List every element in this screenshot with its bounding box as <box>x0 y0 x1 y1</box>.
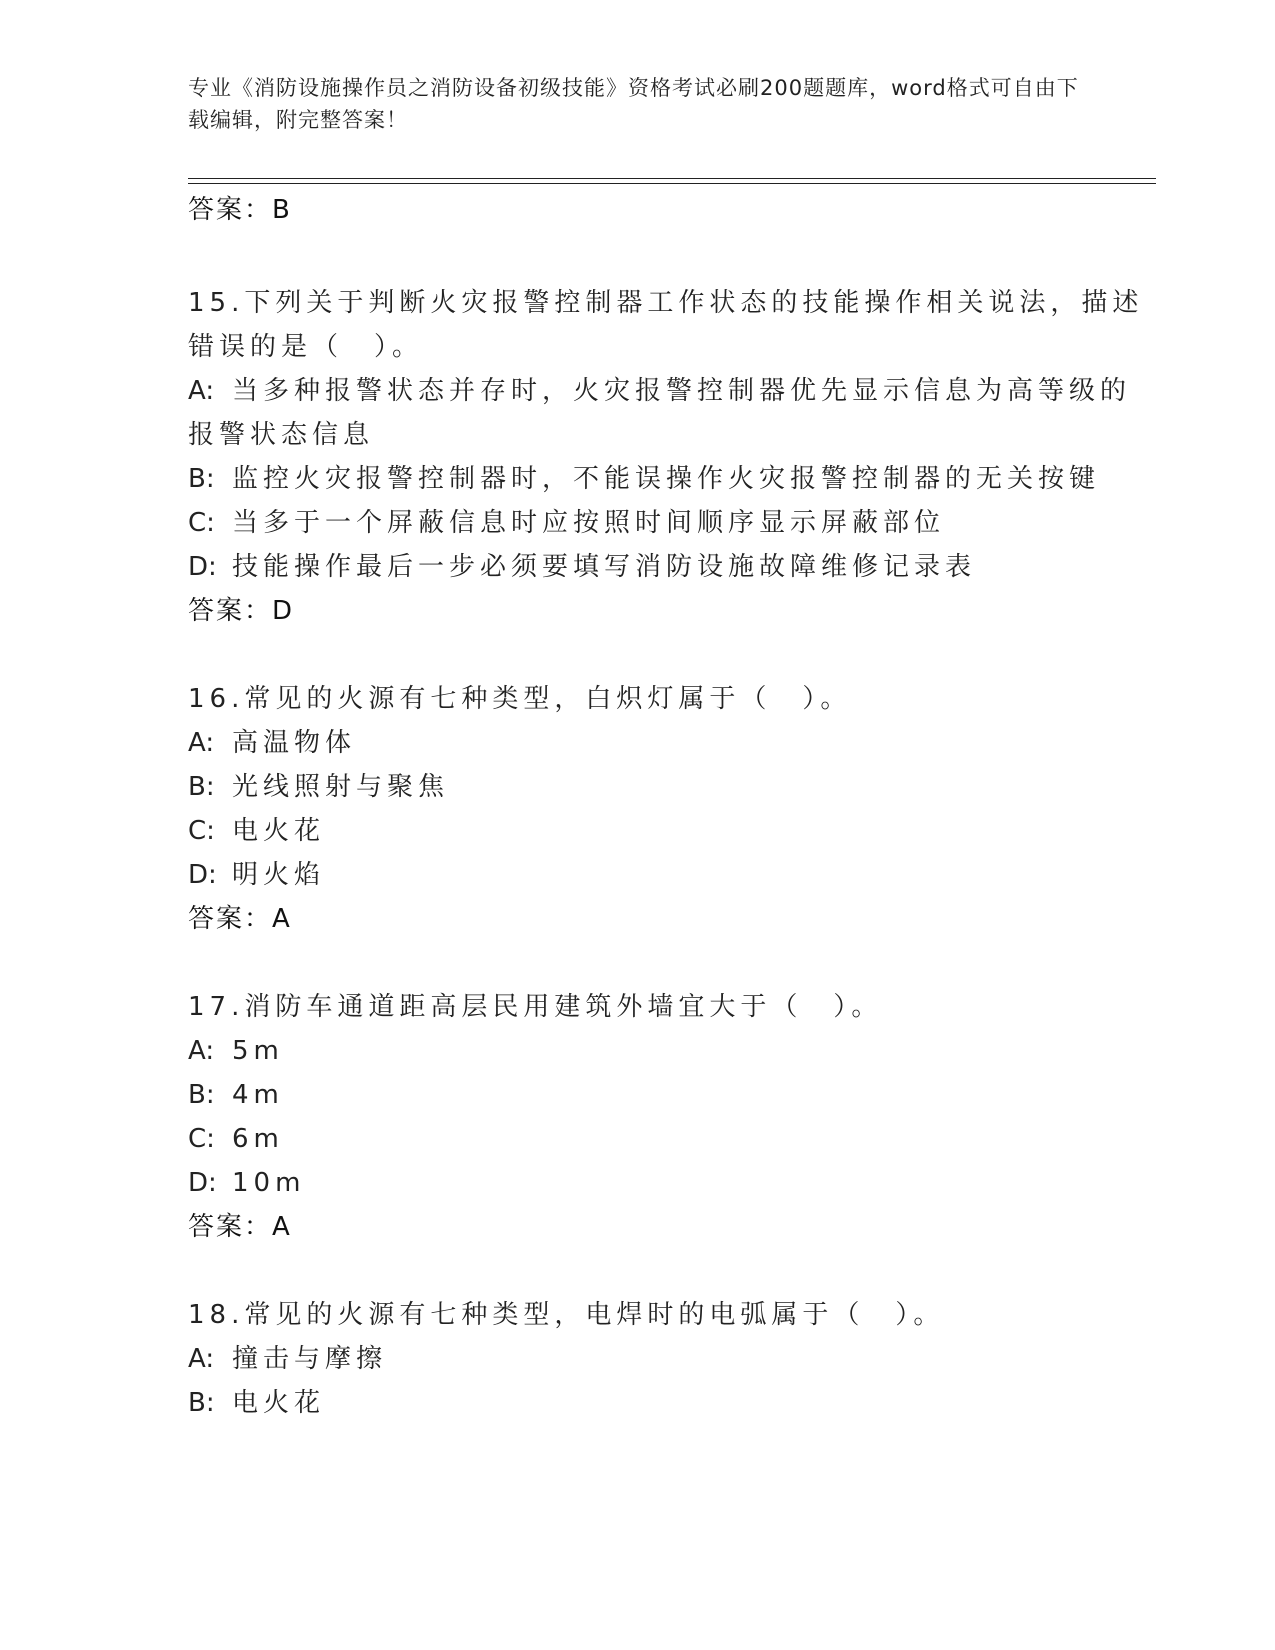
question-15-option-b <box>188 462 1100 496</box>
question-15-option-d <box>188 550 976 584</box>
question-18-option-b <box>188 1386 325 1420</box>
answer-14: 答案：B <box>188 195 292 225</box>
option-b-text: 4m <box>232 1080 284 1110</box>
question-15-stem-line2: 错误的是（ ）。 <box>188 332 424 362</box>
header-divider-bottom <box>188 183 1156 184</box>
option-b-text: 光线照射与聚焦 <box>232 772 450 802</box>
option-b-label: B: <box>188 772 215 802</box>
option-c-label: C: <box>188 508 215 538</box>
option-b-text: 监控火灾报警控制器时，不能误操作火灾报警控制器的无关按键 <box>232 464 1101 494</box>
option-c-label: C: <box>188 1124 215 1154</box>
option-d-text: 明火焰 <box>232 860 326 890</box>
option-b-text: 电火花 <box>232 1388 326 1418</box>
option-c-text: 6m <box>232 1124 284 1154</box>
question-17-option-b <box>188 1078 284 1112</box>
option-c-text: 当多于一个屏蔽信息时应按照时间顺序显示屏蔽部位 <box>232 508 946 538</box>
option-b-label: B: <box>188 1080 215 1110</box>
option-d-label: D: <box>188 1168 217 1198</box>
option-a-text: 5m <box>232 1036 284 1066</box>
option-a-label: A: <box>188 376 215 406</box>
question-15-stem-line1: 15.下列关于判断火灾报警控制器工作状态的技能操作相关说法，描述 <box>188 288 1144 318</box>
option-a-label: A: <box>188 1344 215 1374</box>
option-a-text: 高温物体 <box>232 728 357 758</box>
question-16-option-d <box>188 858 325 892</box>
question-16-option-b <box>188 770 449 804</box>
answer-17: 答案：A <box>188 1212 292 1242</box>
question-16-option-c <box>188 814 325 848</box>
question-15-option-a-line2: 报警状态信息 <box>188 420 375 450</box>
option-c-text: 电火花 <box>232 816 326 846</box>
option-d-text: 10m <box>232 1168 306 1198</box>
question-17-option-d <box>188 1166 305 1200</box>
question-18-stem: 18.常见的火源有七种类型，电焊时的电弧属于（ ）。 <box>188 1300 945 1330</box>
option-a-text: 当多种报警状态并存时，火灾报警控制器优先显示信息为高等级的 <box>232 376 1132 406</box>
header-divider-top <box>188 178 1156 179</box>
document-header: 专业《消防设施操作员之消防设备初级技能》资格考试必刷200题题库，word格式可自由下载编辑，附完整答案！ <box>188 76 1079 132</box>
option-b-label: B: <box>188 1388 215 1418</box>
question-15-option-a <box>188 374 1131 408</box>
question-18-option-a <box>188 1342 387 1376</box>
option-b-label: B: <box>188 464 215 494</box>
option-d-label: D: <box>188 552 217 582</box>
option-a-label: A: <box>188 728 215 758</box>
answer-16: 答案：A <box>188 904 292 934</box>
question-16-option-a <box>188 726 356 760</box>
option-c-label: C: <box>188 816 215 846</box>
question-17-stem: 17.消防车通道距高层民用建筑外墙宜大于（ ）。 <box>188 992 883 1022</box>
option-a-label: A: <box>188 1036 215 1066</box>
question-17-option-a <box>188 1034 284 1068</box>
option-a-text: 撞击与摩擦 <box>232 1344 388 1374</box>
question-17-option-c <box>188 1122 284 1156</box>
answer-15: 答案：D <box>188 596 295 626</box>
question-15-option-c <box>188 506 945 540</box>
question-16-stem: 16.常见的火源有七种类型，白炽灯属于（ ）。 <box>188 684 852 714</box>
option-d-text: 技能操作最后一步必须要填写消防设施故障维修记录表 <box>232 552 977 582</box>
option-d-label: D: <box>188 860 217 890</box>
